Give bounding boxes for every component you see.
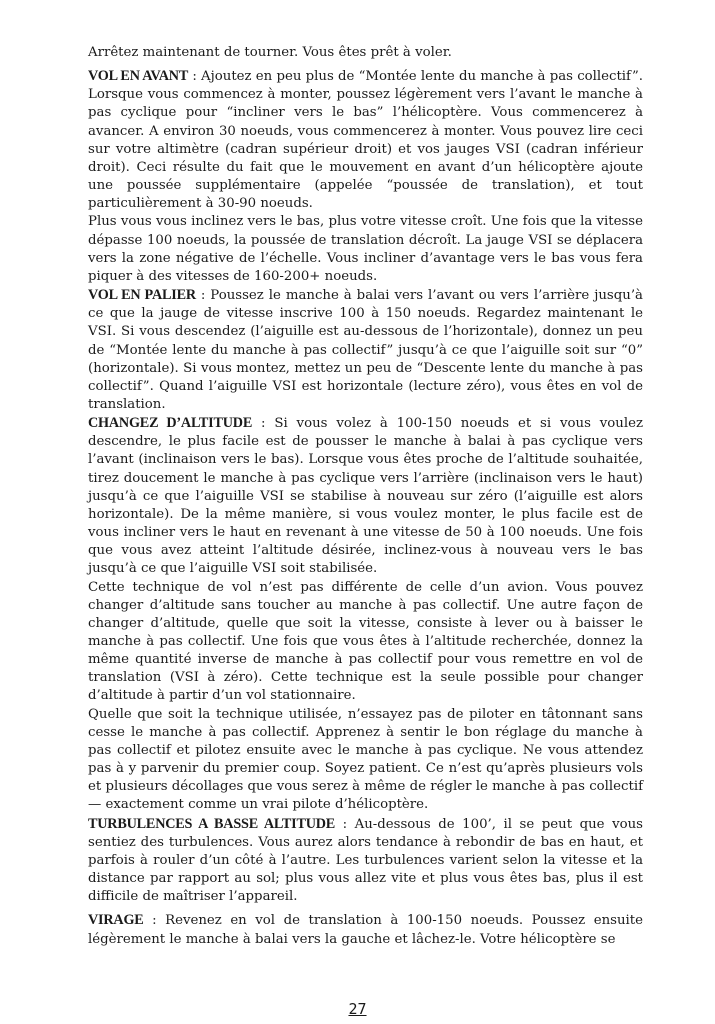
section-text: : Si vous volez à 100-150 noeuds et si vous voulez descendre, le plus facile est de pousser le manche à balai à pas cyclique vers l’avant (inclinaison vers le bas). Lorsque vous êtes proche de l’altitude souhaitée, tirez doucement le manche à pas cyclique vers l’arrière (inclinaison vers le haut) jusqu’à ce que l’aiguille VSI se stabilise à nouveau sur zéro (l’aiguille est alors horizontale). De la même manière, si vous voulez monter, le plus facile est de vous incliner vers le haut en revenant à une vitesse de 50 à 100 noeuds. Une fois que vous avez atteint l’altitude désirée, inclinez-vous à nouveau vers le bas jusqu’à ce que l’aiguille VSI soit stabilisée.	[88, 416, 643, 577]
intro-paragraph: Arrêtez maintenant de tourner. Vous êtes prêt à voler.	[88, 45, 452, 60]
section-vol-en-avant	[88, 67, 643, 213]
section-virage	[88, 911, 643, 948]
section-heading: VOL EN AVANT	[88, 68, 189, 85]
section-heading: VIRAGE	[88, 912, 144, 929]
section-text: : Revenez en vol de translation à 100-150 noeuds. Poussez ensuite légèrement le manche à balai vers la gauche et lâchez-le. Votre hélicoptère se	[88, 913, 643, 947]
paragraph: Cette technique de vol n’est pas différente de celle d’un avion. Vous pouvez changer d’altitude sans toucher au manche à pas collectif. Une autre façon de changer d’altitude, quelle que soit la vitesse, consiste à lever ou à baisser le manche à pas collectif. Une fois que vous êtes à l’altitude recherchée, donnez la même quantité inverse de manche à pas collectif pour vous remettre en vol de translation (VSI à zéro). Cette technique est la seule possible pour changer d’altitude à partir d’un vol stationnaire.	[88, 579, 643, 704]
section-heading: VOL EN PALIER	[88, 287, 196, 304]
paragraph: Plus vous vous inclinez vers le bas, plus votre vitesse croît. Une fois que la vitesse dépasse 100 noeuds, la poussée de translation décroît. La jauge VSI se déplacera vers la zone négative de l’échelle. Vous incliner d’avantage vers le bas vous fera piquer à des vitesses de 160-200+ noeuds.	[88, 214, 643, 284]
section-turbulences	[88, 815, 643, 907]
section-changez-altitude	[88, 414, 643, 578]
document-page	[88, 44, 643, 949]
section-text: : Ajoutez en peu plus de “Montée lente du manche à pas collectif”. Lorsque vous commencez à monter, poussez légèrement vers l’avant le manche à pas cyclique pour “incliner vers le bas” l’hélicoptère. Vous commencerez à avancer. A environ 30 noeuds, vous commencerez à monter. Vous pouvez lire ceci sur votre altimètre (cadran supérieur droit) et vos jauges VSI (cadran inférieur droit). Ceci résulte du fait que le mouvement en avant d’un hélicoptère ajoute une poussée supplémentaire (appelée “poussée de translation), et tout particulièrement à 30-90 noeuds.	[88, 69, 643, 212]
section-heading: CHANGEZ D’ALTITUDE	[88, 415, 253, 432]
page-number: 27	[348, 1000, 367, 1018]
section-heading: TURBULENCES A BASSE ALTITUDE	[88, 815, 336, 832]
section-vol-en-palier	[88, 286, 643, 414]
section-text: : Au-dessous de 100’, il se peut que vous sentiez des turbulences. Vous aurez alors tendance à rebondir de bas en haut, et parfois à rouler d’un côté à l’autre. Les turbulences varient selon la vitesse et la distance par rapport au sol; plus vous allez vite et plus vous êtes bas, plus il est difficile de maîtriser l’appareil.	[88, 816, 643, 905]
paragraph: Quelle que soit la technique utilisée, n’essayez pas de piloter en tâtonnant sans cesse le manche à pas collectif. Apprenez à sentir le bon réglage du manche à pas collectif et pilotez ensuite avec le manche à pas cyclique. Ne vous attendez pas à y parvenir du premier coup. Soyez patient. Ce n’est qu’après plusieurs vols et plusieurs décollages que vous serez à même de régler le manche à pas collectif — exactement comme un vrai pilote d’hélicoptère.	[88, 706, 643, 813]
section-text: : Poussez le manche à balai vers l’avant ou vers l’arrière jusqu’à ce que la jauge de vitesse inscrive 100 à 150 noeuds. Regardez maintenant le VSI. Si vous descendez (l’aiguille est au-dessous de l’horizontale), donnez un peu de “Montée lente du manche à pas collectif” jusqu’à ce que l’aiguille soit sur “0” (horizontale). Si vous montez, mettez un peu de “Descente lente du manche à pas collectif”. Quand l’aiguille VSI est horizontale (lecture zéro), vous êtes en vol de translation.	[88, 288, 643, 412]
